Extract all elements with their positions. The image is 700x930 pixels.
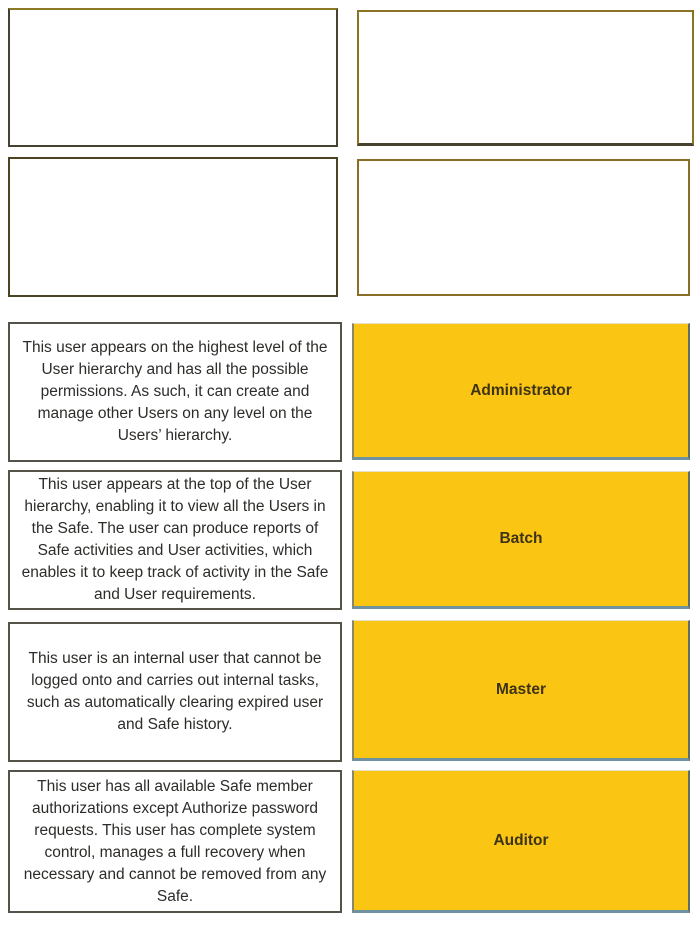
- description-box-3: This user is an internal user that cannot be logged onto and carries out internal tasks, such as automatically clearing expired user and Safe history.: [8, 622, 342, 762]
- answer-tile-administrator[interactable]: Administrator: [352, 323, 690, 460]
- drop-target-4[interactable]: [357, 159, 690, 296]
- drop-target-1[interactable]: [8, 8, 338, 147]
- drop-target-3[interactable]: [8, 157, 338, 297]
- drop-target-2[interactable]: [357, 10, 694, 146]
- answer-tile-batch[interactable]: Batch: [352, 471, 690, 609]
- description-box-4: This user has all available Safe member authorizations except Authorize password requests. This user has complete system control, manages a full recovery when necessary and cannot be removed from any Safe.: [8, 770, 342, 913]
- description-box-1: This user appears on the highest level of the User hierarchy and has all the possible permissions. As such, it can create and manage other Users on any level on the Users’ hierarchy.: [8, 322, 342, 462]
- description-box-2: This user appears at the top of the User hierarchy, enabling it to view all the Users in the Safe. The user can produce reports of Safe activities and User activities, which enables it to keep track of activity in the Safe and User requirements.: [8, 470, 342, 610]
- answer-tile-master[interactable]: Master: [352, 620, 690, 761]
- answer-tile-auditor[interactable]: Auditor: [352, 770, 690, 913]
